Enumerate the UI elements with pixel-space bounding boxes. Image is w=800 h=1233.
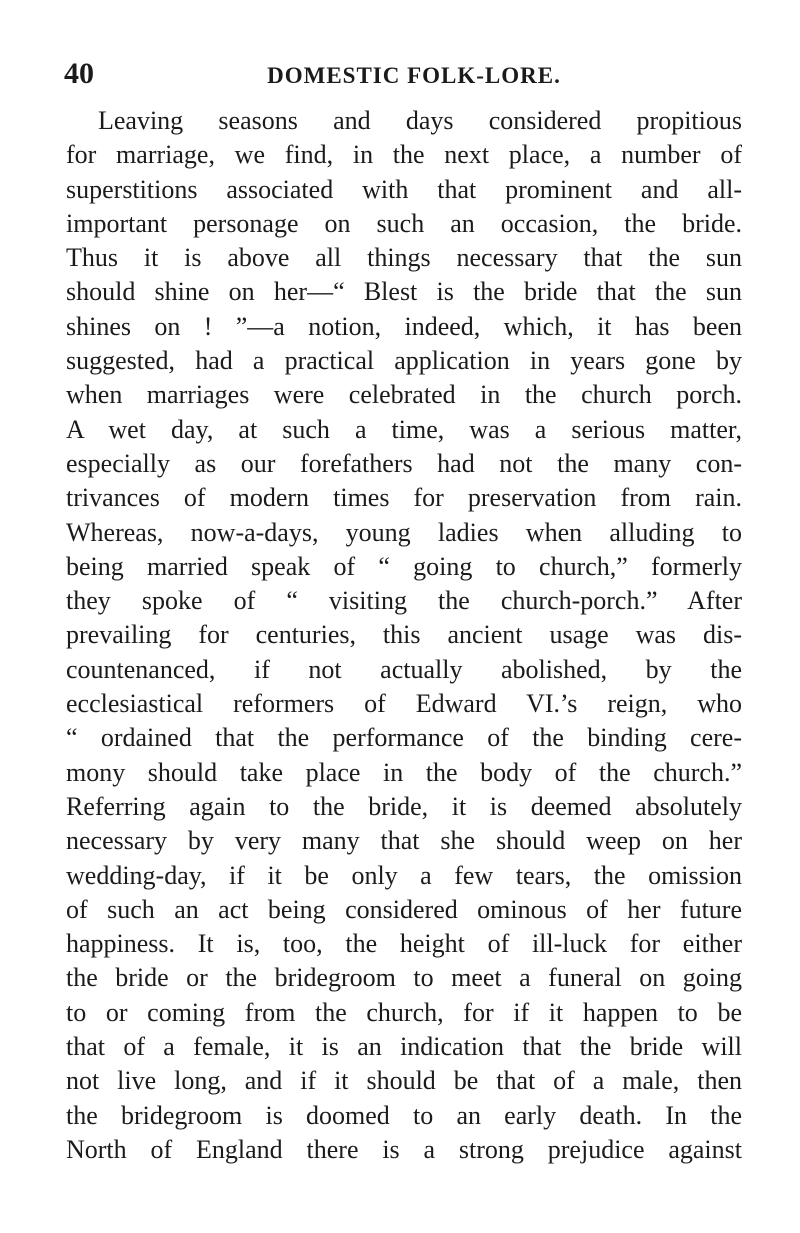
- running-head: [64, 56, 740, 96]
- text-line: Leaving seasons and days considered propitious: [98, 106, 742, 135]
- text-line: ecclesiastical reformers of Edward VI.’s reign, who: [66, 689, 742, 719]
- text-line: important personage on such an occasion, the bride.: [66, 208, 742, 238]
- text-line: not live long, and if it should be that of a male, then: [66, 1066, 742, 1096]
- text-line: Thus it is above all things necessary that the sun: [66, 243, 742, 273]
- text-line: wedding-day, if it be only a few tears, the omission: [66, 860, 742, 890]
- text-line: when marriages were celebrated in the church porch.: [66, 380, 742, 410]
- text-line: shines on ! ”—a notion, indeed, which, it has been: [66, 311, 742, 341]
- text-line: the bride or the bridegroom to meet a funeral on going: [66, 963, 742, 993]
- text-line: should shine on her—“ Blest is the bride that the sun: [66, 277, 742, 307]
- text-line: being married speak of “ going to church,” formerly: [66, 551, 742, 581]
- text-line: especially as our forefathers had not the many con-: [66, 448, 742, 478]
- text-line: for marriage, we find, in the next place, a number of: [66, 140, 742, 170]
- text-line: North of England there is a strong prejudice against: [66, 1134, 742, 1164]
- text-line: prevailing for centuries, this ancient usage was dis-: [66, 620, 742, 650]
- text-line: Whereas, now-a-days, young ladies when alluding to: [66, 517, 742, 547]
- text-line: necessary by very many that she should weep on her: [66, 826, 742, 856]
- running-title: DOMESTIC FOLK-LORE.: [267, 63, 561, 88]
- text-line: mony should take place in the body of the church.”: [66, 757, 742, 787]
- text-line: “ ordained that the performance of the binding cere-: [66, 723, 742, 753]
- text-line: trivances of modern times for preservation from rain.: [66, 483, 742, 513]
- text-line: of such an act being considered ominous of her future: [66, 894, 742, 924]
- text-line: the bridegroom is doomed to an early death. In the: [66, 1100, 742, 1130]
- text-line: suggested, had a practical application in years gone by: [66, 346, 742, 376]
- text-line: they spoke of “ visiting the church-porch.” After: [66, 586, 742, 616]
- page-number: 40: [64, 57, 94, 90]
- text-line: to or coming from the church, for if it happen to be: [66, 997, 742, 1027]
- text-line: superstitions associated with that prominent and all-: [66, 174, 742, 204]
- body-text: [66, 104, 742, 1167]
- text-line: Referring again to the bride, it is deemed absolutely: [66, 791, 742, 821]
- text-line: countenanced, if not actually abolished, by the: [66, 654, 742, 684]
- text-line: that of a female, it is an indication that the bride will: [66, 1032, 742, 1062]
- text-line: A wet day, at such a time, was a serious matter,: [66, 414, 742, 444]
- text-line: happiness. It is, too, the height of ill-luck for either: [66, 929, 742, 959]
